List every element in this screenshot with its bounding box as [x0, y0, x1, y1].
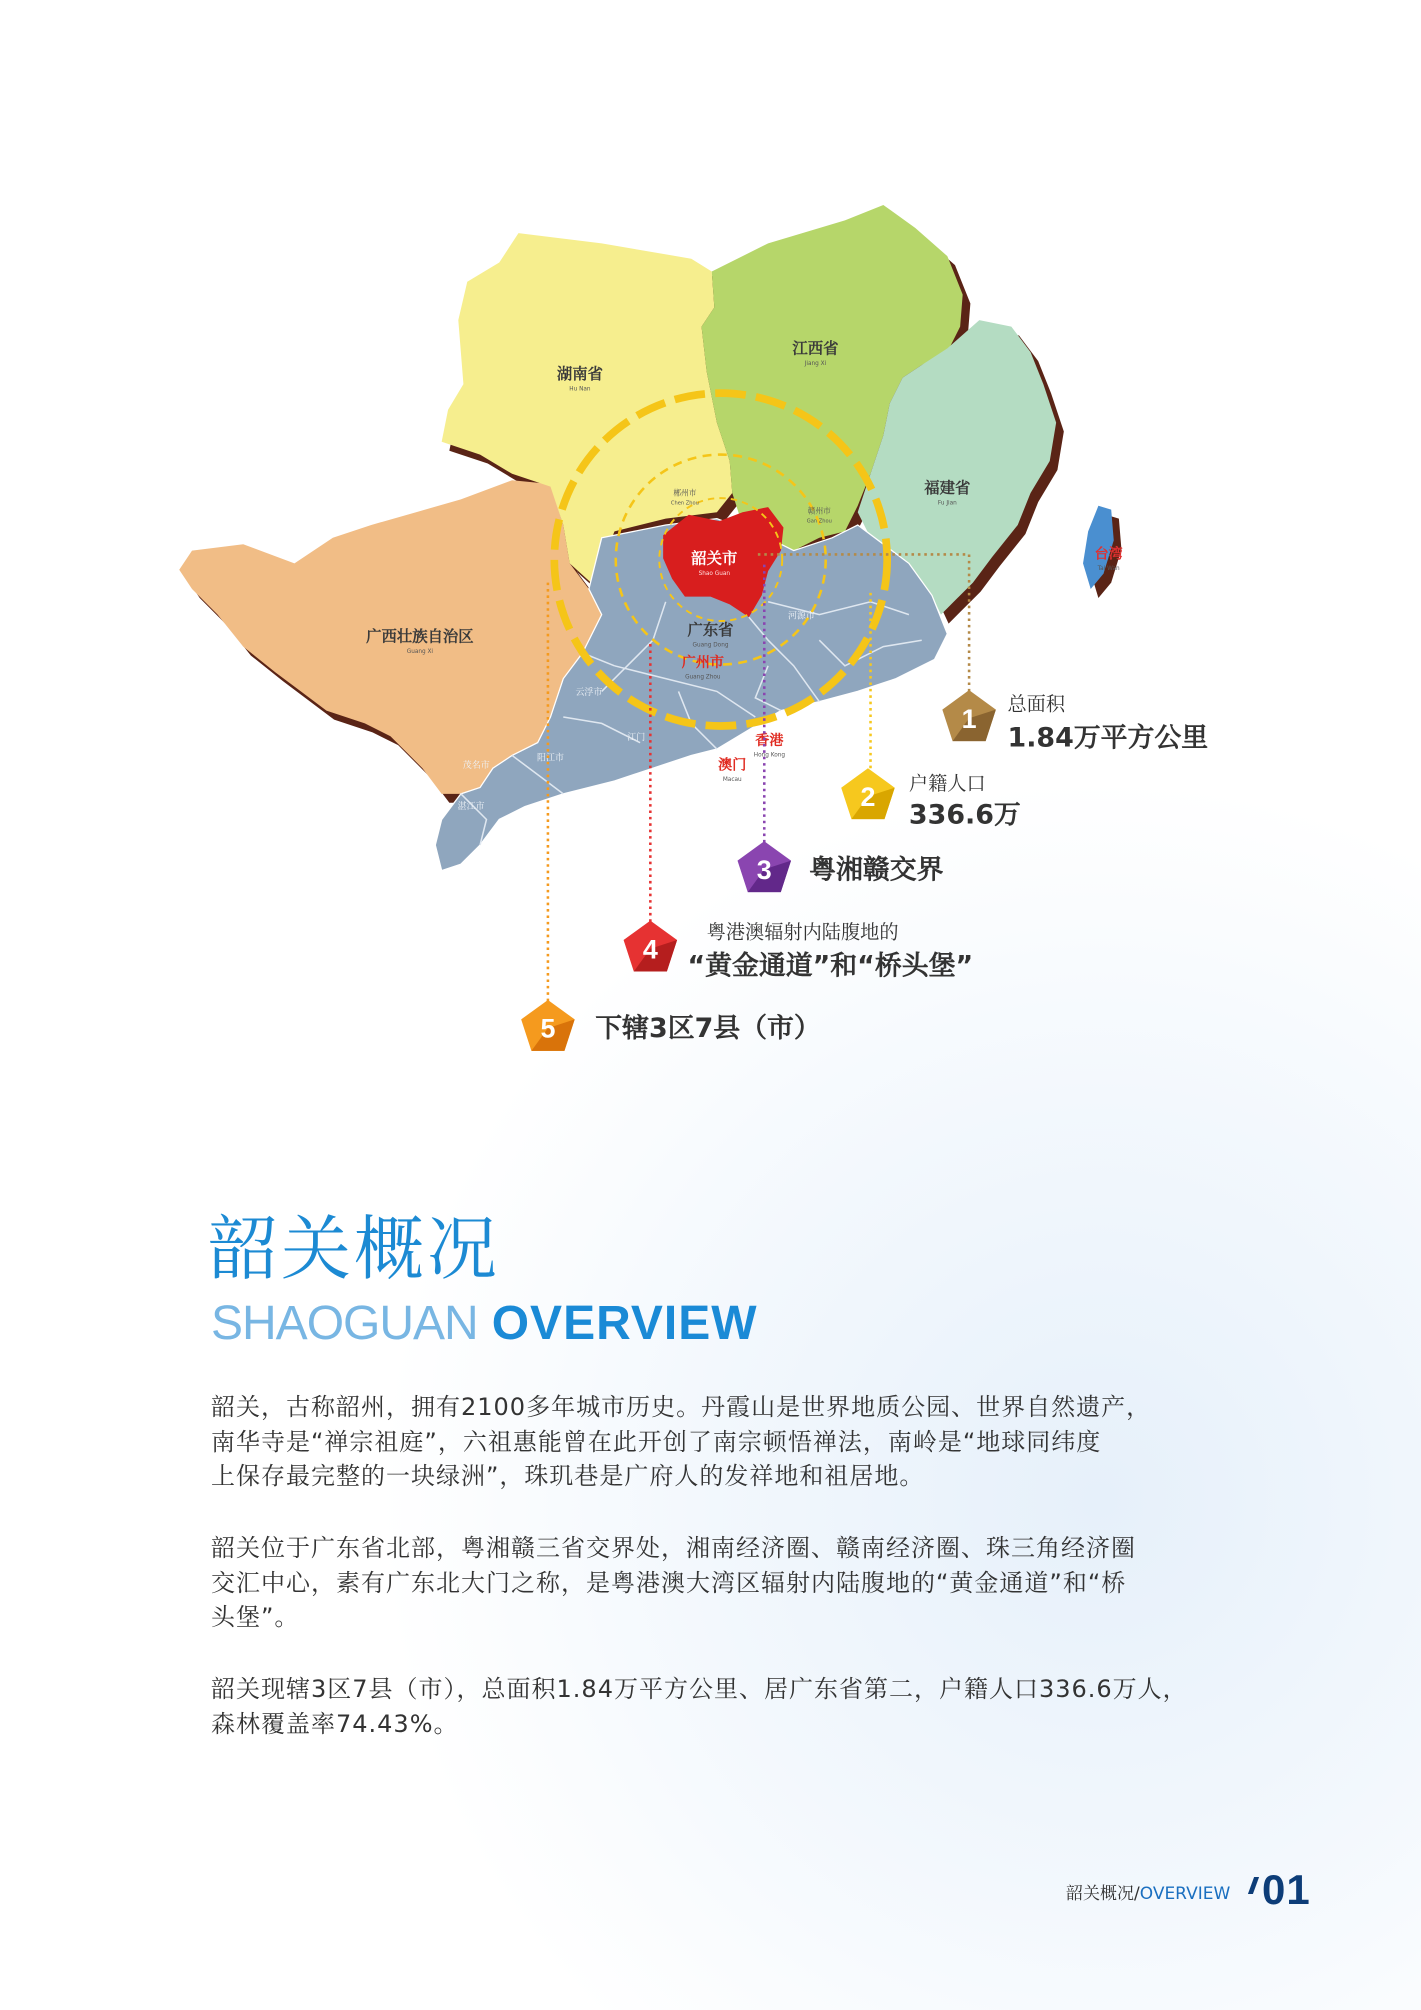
callout-4-label: 粤港澳辐射内陆腹地的	[706, 920, 899, 944]
paragraph-line: 交汇中心，素有广东北大门之称，是粤港澳大湾区辐射内陆腹地的“黄金通道”和“桥	[211, 1568, 1127, 1597]
guangdong-label: 广东省	[687, 621, 734, 640]
fujian-pinyin: Fu Jian	[937, 500, 957, 507]
subtitle-light: SHAOGUAN	[211, 1297, 478, 1350]
guangxi-label: 广西壮族自治区	[366, 627, 474, 646]
paragraph-line: 韶关位于广东省北部，粤湘赣三省交界处，湘南经济圈、赣南经济圈、珠三角经济圈	[211, 1534, 1136, 1562]
callout-5-value: 下辖3区7县（市）	[595, 1013, 821, 1045]
paragraph-line: 上保存最完整的一块绿洲”，珠玑巷是广府人的发祥地和祖居地。	[211, 1462, 925, 1490]
city-label: 云浮市	[575, 688, 603, 699]
jiangxi-label: 江西省	[792, 339, 839, 358]
shaoguan-pinyin: Shao Guan	[698, 570, 731, 577]
hunan-pinyin: Hu Nan	[569, 386, 591, 393]
chenzhou-pinyin: Chen Zhou	[670, 500, 699, 507]
footer-section-label	[1066, 1884, 1230, 1904]
footer-en: OVERVIEW	[1139, 1884, 1231, 1904]
callout-2-label: 户籍人口	[908, 771, 986, 795]
chenzhou-label: 郴州市	[673, 488, 697, 498]
callout-2-value: 336.6万	[908, 799, 1021, 831]
taiwan-label: 台湾	[1094, 546, 1123, 563]
guangzhou-pinyin: Guang Zhou	[685, 674, 721, 681]
badge-number: 2	[860, 781, 876, 812]
city-label: 江门	[627, 733, 646, 744]
city-label: 茂名市	[462, 761, 490, 772]
hunan-label: 湖南省	[556, 365, 603, 384]
paragraph-line: 韶关，古称韶州，拥有2100多年城市历史。丹霞山是世界地质公园、世界自然遗产，	[211, 1393, 1152, 1421]
paragraph-line: 韶关现辖3区7县（市），总面积1.84万平方公里、居广东省第二，户籍人口336.6万人，	[211, 1675, 1188, 1703]
callout-badge-2	[841, 768, 895, 819]
callout-4-value: “黄金通道”和“桥头堡”	[687, 950, 974, 982]
city-label: 阳江市	[537, 753, 564, 764]
paragraph-history	[211, 1390, 1151, 1494]
paragraph-statistics	[211, 1672, 1188, 1741]
badge-number: 3	[756, 854, 772, 885]
city-label: 河源市	[787, 611, 815, 622]
callout-badge-5	[521, 1000, 575, 1051]
paragraph-line: 森林覆盖率74.43%。	[211, 1709, 459, 1738]
callout-3-value: 粤湘赣交界	[809, 854, 944, 886]
callout-badge-4	[624, 921, 678, 972]
callout-badge-1	[942, 690, 996, 741]
guangxi-pinyin: Guang Xi	[406, 649, 434, 656]
callout-1-label: 总面积	[1007, 692, 1066, 716]
ganzhou-label: 赣州市	[807, 506, 831, 516]
callout-1-value: 1.84万平方公里	[1007, 722, 1209, 754]
paragraph-line: 南华寺是“禅宗祖庭”，六祖惠能曾在此开创了南宗顿悟禅法，南岭是“地球同纬度	[211, 1427, 1102, 1456]
shaoguan-label: 韶关市	[691, 549, 738, 568]
callout-badge-3	[738, 841, 792, 892]
page-subtitle	[211, 1297, 758, 1350]
ganzhou-pinyin: Gan Zhou	[806, 518, 832, 525]
page-title: 韶关概况	[208, 1208, 500, 1290]
macau-pinyin: Macau	[722, 777, 742, 784]
subtitle-bold: OVERVIEW	[491, 1297, 758, 1350]
macau-label: 澳门	[718, 757, 747, 774]
page-number: 01	[1262, 1866, 1311, 1913]
taiwan-pinyin: Tai Wan	[1097, 565, 1120, 572]
hongkong-pinyin: Hong Kong	[753, 752, 786, 759]
paragraph-line: 头堡”。	[211, 1603, 300, 1631]
badge-number: 4	[642, 934, 658, 965]
guangzhou-label: 广州市	[681, 655, 724, 672]
footer-tick-mark	[1248, 1877, 1259, 1894]
footer-cn: 韶关概况/	[1066, 1884, 1140, 1904]
paragraph-location	[211, 1531, 1136, 1635]
badge-number: 5	[540, 1013, 556, 1044]
guangdong-pinyin: Guang Dong	[692, 642, 729, 649]
city-label: 湛江市	[457, 802, 485, 813]
badge-number: 1	[961, 703, 977, 734]
hongkong-label: 香港	[755, 733, 784, 750]
jiangxi-pinyin: Jiang Xi	[804, 360, 827, 367]
fujian-label: 福建省	[924, 478, 971, 497]
